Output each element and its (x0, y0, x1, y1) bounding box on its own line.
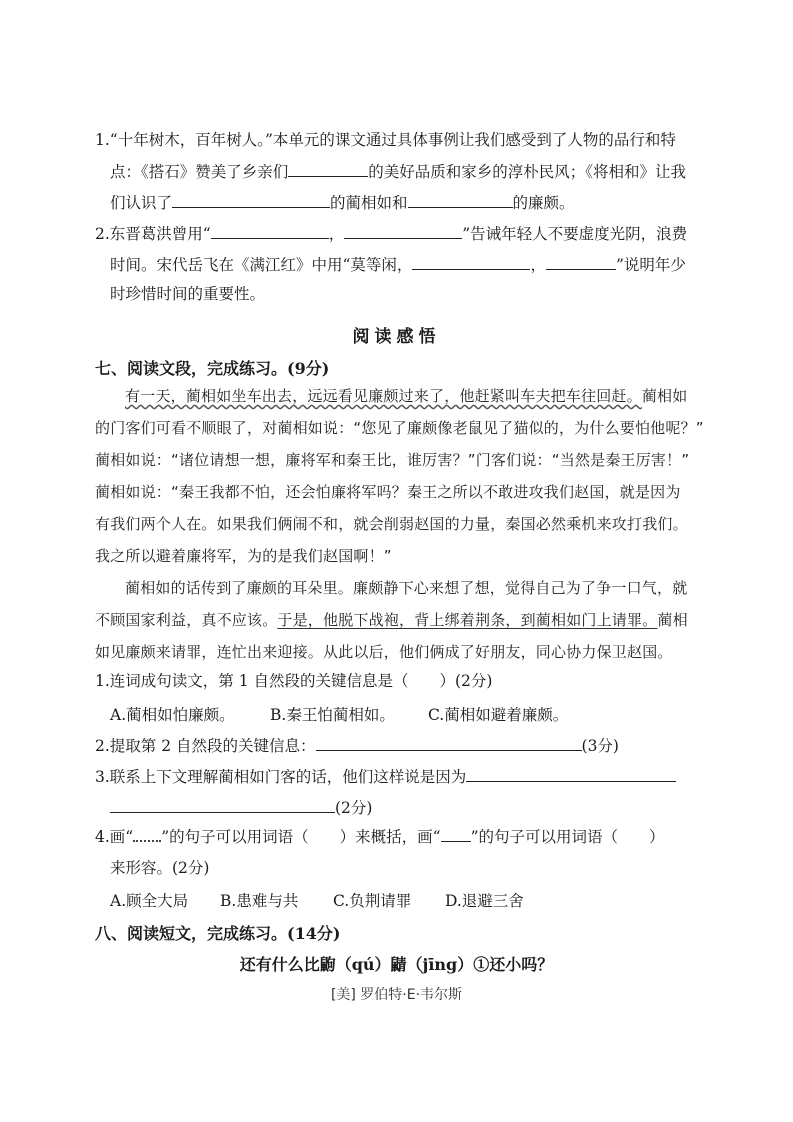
question-text: 2.提取第 2 自然段的关键信息： (95, 737, 316, 755)
question-text: ”的句子可以用词语（ ）来概括，画“ (161, 828, 441, 846)
passage-p1-line3: 蔺相如说：“诸位请想一想，廉将军和秦王比，谁厉害？”门客们说：“当然是秦王厉害！” (95, 451, 690, 469)
s7-q4-option-b[interactable]: B.患难与共 (220, 892, 299, 910)
fill-q1-line1: 1.“十年树木，百年树人。”本单元的课文通过具体事例让我们感受到了人物的品行和特 (95, 131, 676, 149)
s7-question4-line2: 来形容。(2分) (110, 859, 210, 877)
answer-blank[interactable] (466, 765, 676, 782)
question-text: 4.画“ (95, 828, 134, 846)
answer-blank[interactable] (211, 222, 329, 239)
fill-q2-text: ， (530, 256, 546, 274)
section8-title: 八、阅读短文，完成练习。(14分) (95, 924, 341, 943)
reading-heading: 阅读感悟 (352, 327, 441, 347)
fill-q1-text: 的蔺相如和 (330, 194, 408, 212)
s7-q4-option-c[interactable]: C.负荆请罪 (333, 892, 412, 910)
passage-p1-line2: 的门客们可看不顺眼了，对蔺相如说：“您见了廉颇像老鼠见了猫似的，为什么要怕他呢？” (95, 419, 704, 437)
s7-q4-option-a[interactable]: A.顾全大局 (110, 892, 189, 910)
section7-title: 七、阅读文段，完成练习。(9分) (95, 359, 330, 378)
fill-q2-text: ”说明年少 (615, 256, 686, 274)
passage-p1-line4: 蔺相如说：“秦王我都不怕，还会怕廉将军吗？秦王之所以不敢进攻我们赵国，就是因为 (95, 483, 681, 501)
answer-blank[interactable] (408, 191, 513, 208)
s7-question3-line2 (110, 796, 372, 818)
answer-blank[interactable] (172, 191, 330, 208)
answer-blank[interactable] (344, 222, 462, 239)
wavy-line-symbol (133, 828, 161, 842)
s7-question1: 1.连词成句读文，第 1 自然段的关键信息是（ ）(2分) (95, 672, 493, 690)
passage-p1-line1 (125, 386, 687, 406)
passage-text: 蔺相 (657, 611, 688, 629)
question-points: (2分) (335, 799, 373, 817)
fill-q2-text: ”告诫年轻人不要虚度光阴，浪费 (462, 225, 688, 243)
fill-q1-text: 们认识了 (110, 194, 173, 212)
passage-p2-line1: 蔺相如的话传到了廉颇的耳朵里。廉颇静下心来想了想，觉得自己为了争一口气，就 (125, 579, 688, 597)
fill-q2-line1 (95, 222, 687, 244)
fill-q1-line2 (110, 160, 686, 182)
fill-q2-text: 时间。宋代岳飞在《满江红》中用“莫等闲， (110, 256, 413, 274)
fill-q2-text: ， (328, 225, 345, 243)
passage-p1-line6: 我之所以避着廉将军，为的是我们赵国啊！” (95, 547, 392, 565)
answer-blank[interactable] (546, 253, 616, 270)
s7-q1-option-a[interactable]: A.蔺相如怕廉颇。 (110, 706, 235, 724)
fill-q2-line3: 时珍惜时间的重要性。 (110, 285, 266, 303)
question-text: ”的句子可以用词语（ ） (470, 828, 665, 846)
answer-blank[interactable] (412, 253, 530, 270)
question-text: 3.联系上下文理解蔺相如门客的话，他们这样说是因为 (95, 768, 467, 786)
fill-q1-line3 (110, 191, 575, 213)
question-points: (3分) (581, 737, 619, 755)
fill-q1-text: 的廉颇。 (512, 194, 575, 212)
answer-blank[interactable] (316, 734, 582, 751)
fill-q2-text: 2.东晋葛洪曾用“ (95, 225, 211, 243)
s7-question4-line1 (95, 827, 665, 847)
wavy-underlined-sentence: 有一天，蔺相如坐车出去，远远看见廉颇过来了，他赶紧叫车夫把车往回赶。 (125, 387, 642, 405)
s7-q1-option-c[interactable]: C.蔺相如避着廉颇。 (428, 706, 569, 724)
passage-text: 不顾国家利益，真不应该。 (95, 611, 278, 629)
fill-q1-text: 的美好品质和家乡的淳朴民风；《将相和》让我 (368, 163, 687, 181)
passage-p2-line3: 如见廉颇来请罪，连忙出来迎接。从此以后，他们俩成了好朋友，同心协力保卫赵国。 (95, 643, 673, 661)
passage-text: 蔺相如 (641, 387, 688, 405)
s7-q1-option-b[interactable]: B.秦王怕蔺相如。 (270, 706, 395, 724)
answer-blank[interactable] (288, 160, 368, 177)
straight-line-symbol (441, 827, 471, 842)
s7-question2 (95, 734, 619, 756)
story-author: [美] 罗伯特·E·韦尔斯 (330, 987, 463, 1003)
answer-blank[interactable] (110, 796, 335, 813)
fill-q1-text: 点：《搭石》赞美了乡亲们 (110, 163, 289, 181)
passage-p1-line5: 有我们两个人在。如果我们俩闹不和，就会削弱赵国的力量，秦国必然乘机来攻打我们。 (95, 515, 688, 533)
fill-q2-line2 (110, 253, 686, 275)
straight-underlined-sentence: 于是，他脱下战袍，背上绑着荆条，到蔺相如门上请罪。 (277, 611, 658, 629)
passage-p2-line2 (95, 610, 688, 630)
s7-q4-option-d[interactable]: D.退避三舍 (445, 892, 524, 910)
story-title: 还有什么比鼩（qú）鼱（jīng）①还小吗？ (239, 955, 554, 974)
s7-question3-line1 (95, 765, 676, 787)
